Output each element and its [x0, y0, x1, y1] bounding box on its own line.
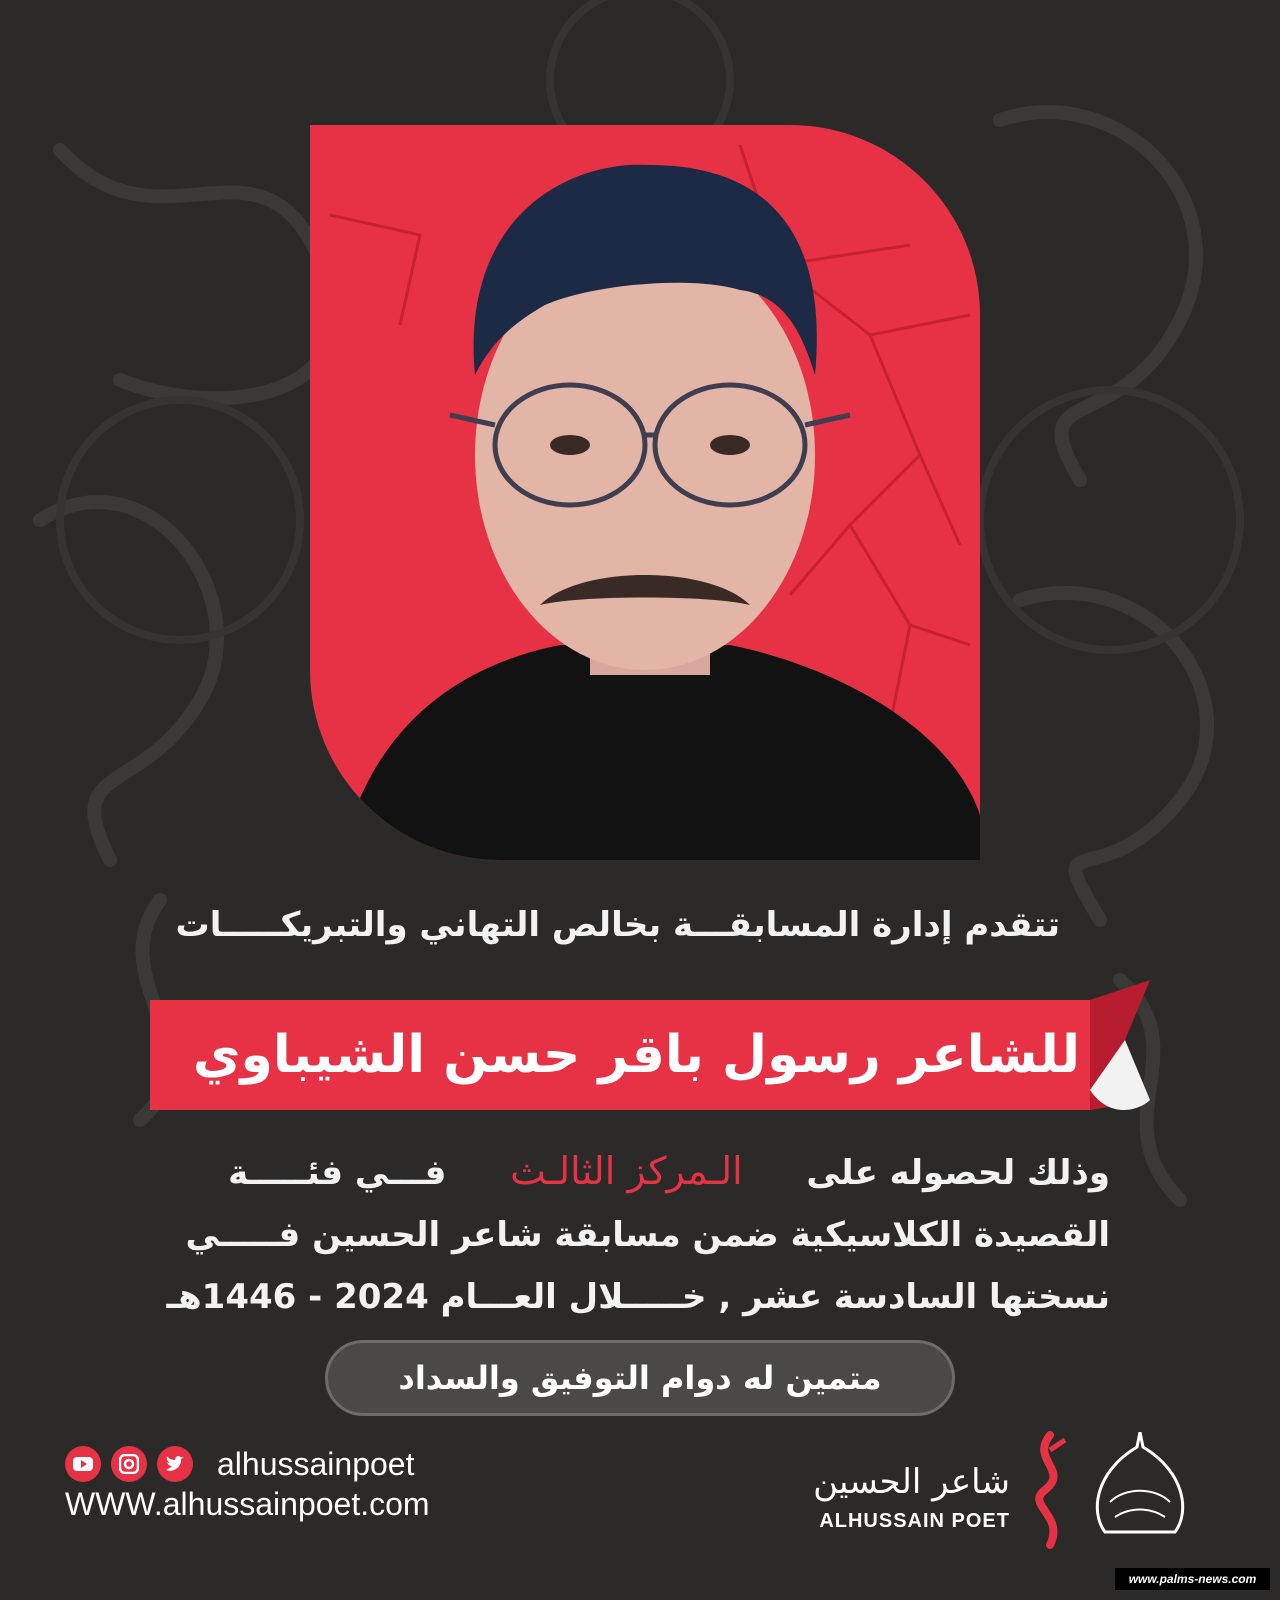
- dome-logo-icon: [1085, 1432, 1195, 1537]
- announcement-line-2: القصيدة الكلاسيكية ضمن مسابقة شاعر الحسين فـــــي: [185, 1215, 1110, 1255]
- social-links: [65, 1440, 414, 1488]
- poet-portrait: [310, 125, 980, 860]
- announcement-line-3: نسختها السادسة عشر , خـــــلال العـــام 2024 - 1446هـ: [166, 1277, 1110, 1317]
- wish-banner: متمين له دوام التوفيق والسداد: [325, 1340, 955, 1416]
- twitter-icon[interactable]: [157, 1446, 193, 1482]
- website-url[interactable]: WWW.alhussainpoet.com: [65, 1486, 430, 1522]
- line1-end: فـــي فئـــــة: [228, 1153, 447, 1193]
- brand-arabic: شاعر الحسين: [813, 1462, 1010, 1502]
- intro-text: تتقدم إدارة المسابقـــة بخالص التهاني والتبريكـــــات: [175, 905, 1060, 945]
- place-text: الـمركز الثالـث: [510, 1149, 743, 1193]
- instagram-icon[interactable]: [111, 1446, 147, 1482]
- line1-start: وذلك لحصوله على: [806, 1153, 1110, 1193]
- poet-photo-frame: [310, 125, 980, 860]
- announcement-body: [166, 1140, 1110, 1328]
- youtube-icon[interactable]: [65, 1446, 101, 1482]
- announcement-line-1: [200, 1140, 1110, 1204]
- social-handle[interactable]: alhussainpoet: [217, 1445, 415, 1482]
- brand-english: ALHUSSAIN POET: [819, 1510, 1010, 1532]
- brand-emblem-icon: [1020, 1430, 1080, 1550]
- poet-name: للشاعر رسول باقر حسن الشيباوي: [192, 1025, 1080, 1085]
- watermark: www.palms-news.com: [1115, 1568, 1270, 1590]
